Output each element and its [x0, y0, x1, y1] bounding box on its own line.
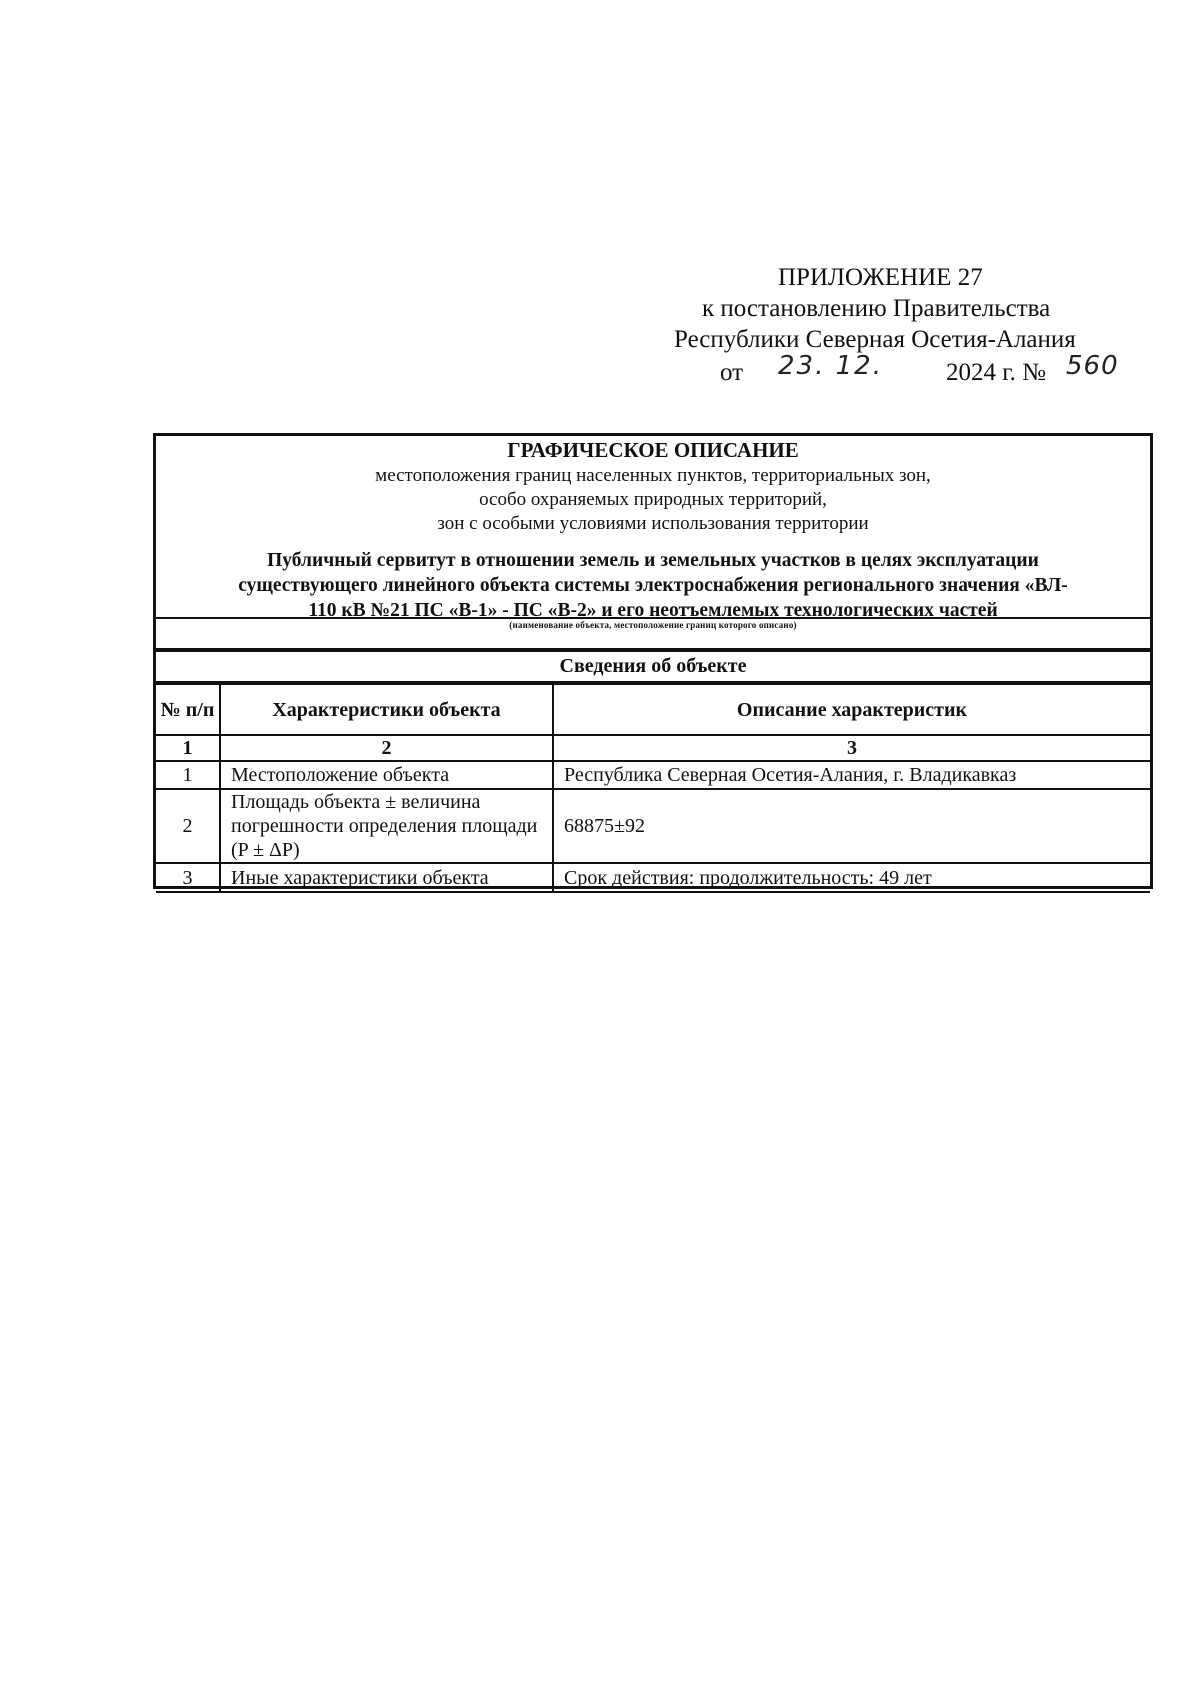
column-number: 3	[553, 735, 1150, 761]
object-name-line: Публичный сервитут в отношении земель и земельных участков в целях эксплуатации	[267, 550, 1039, 571]
row-description: 68875±92	[553, 789, 1150, 863]
document-subtitle	[156, 464, 1150, 536]
divider	[156, 617, 1150, 619]
column-header-number: № п/п	[156, 684, 220, 735]
object-name-caption: (наименование объекта, местоположение границ которого описано)	[509, 620, 797, 630]
table-row	[156, 789, 1150, 863]
appendix-resolution: к постановлению Правительства	[702, 295, 1051, 322]
object-name-line: 110 кВ №21 ПС «В-1» - ПС «В-2» и его неотъемлемых технологических частей	[308, 600, 998, 621]
object-info-table	[156, 683, 1150, 893]
document-title: ГРАФИЧЕСКОЕ ОПИСАНИЕ	[507, 438, 799, 462]
row-description: Республика Северная Осетия-Алания, г. Владикавказ	[553, 761, 1150, 789]
handwritten-date: 23. 12.	[778, 351, 883, 381]
subtitle-line: местоположения границ населенных пунктов, территориальных зон,	[375, 465, 931, 486]
row-description: Срок действия: продолжительность: 49 лет	[553, 863, 1150, 892]
handwritten-number: 560	[1066, 351, 1119, 381]
column-header-characteristic: Характеристики объекта	[220, 684, 553, 735]
date-prefix: от	[720, 359, 744, 386]
row-number: 1	[156, 761, 220, 789]
subtitle-line: особо охраняемых природных территорий,	[479, 489, 827, 510]
column-header-description: Описание характеристик	[553, 684, 1150, 735]
row-characteristic: Площадь объекта ± величина погрешности определения площади (P ± ΔP)	[220, 789, 553, 863]
table-row	[156, 761, 1150, 789]
row-number: 2	[156, 789, 220, 863]
graphic-description-frame	[153, 433, 1153, 889]
row-number: 3	[156, 863, 220, 892]
table-header-row	[156, 684, 1150, 735]
object-name-line: существующего линейного объекта системы электроснабжения регионального значения «ВЛ-	[238, 575, 1068, 596]
year-label: 2024 г. №	[946, 359, 1047, 386]
appendix-title: ПРИЛОЖЕНИЕ 27	[778, 264, 983, 291]
table-row	[156, 863, 1150, 892]
column-number: 2	[220, 735, 553, 761]
row-characteristic: Иные характеристики объекта	[220, 863, 553, 892]
object-name	[156, 548, 1150, 623]
section-title: Сведения об объекте	[559, 655, 747, 677]
appendix-republic: Республики Северная Осетия-Алания	[674, 326, 1076, 353]
column-number: 1	[156, 735, 220, 761]
row-characteristic: Местоположение объекта	[220, 761, 553, 789]
column-numbers-row	[156, 735, 1150, 761]
subtitle-line: зон с особыми условиями использования территории	[437, 513, 869, 534]
